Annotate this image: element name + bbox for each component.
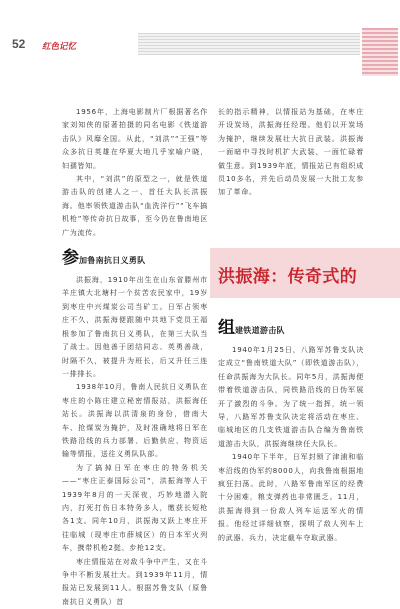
right-column-bottom	[218, 318, 364, 554]
corner-pattern-decoration	[362, 28, 398, 76]
subheading-text: 建铁道游击队	[235, 326, 285, 335]
paragraph: 1940年下半年，日军封锁了津浦和临枣沿线的伪军约8000人，向我鲁南根据地疯狂扫荡。此时，八路军鲁南军区的经费十分困难，粮支弹药也非常匮乏。11月，洪振海得到一份敌人列车运送军火的情报。他经过详细侦察，探明了敌人列车上的武器、兵力，决定截车夺取武器。	[218, 453, 364, 542]
left-column	[62, 106, 208, 606]
column-section-name: 红色记忆	[42, 42, 77, 52]
subheading-initial: 组	[218, 318, 235, 338]
header-stripe-decoration	[138, 33, 360, 55]
paragraph: 枣庄情报站在对敌斗争中产生，又在斗争中不断发展壮大。到1939年11月，情报站已发展到11人。根据苏鲁支队（原鲁南抗日义勇队）首	[62, 557, 208, 606]
paragraph: 1940年1月25日，八路军苏鲁支队决定成立“鲁南铁道大队”（即铁道游击队），任命洪振海为大队长。同年5月，洪振海便带着铁道游击队，同铁路沿线的日伪军展开了激烈的斗争。为了统一指挥，统一领导，八路军苏鲁支队决定将活动在枣庄、临城地区的几支铁道游击队合编为鲁南铁道游击大队，洪振海继续任大队长。	[218, 346, 364, 448]
subheading-text: 加鲁南抗日义勇队	[79, 256, 146, 266]
paragraph: 1956年，上海电影制片厂根据著名作家刘知侠的原著拍摄的同名电影《铁道游击队》风靡全国。从此，“刘洪”“王强”等众多抗日英雄在华夏大地几乎家喻户晓，妇孺皆知。	[62, 108, 208, 170]
paragraph: 为了搞掉日军在枣庄的特务机关——“枣庄正泰国际公司”，洪振海等人于1939年8月的一天深夜，巧妙地潜入院内，打死打伤日本特务多人，缴获长短枪各1支。同年10月，洪振海又跃上枣庄开往临城（现枣庄市薛城区）的日本军火列车，携带机枪2挺、步枪12支。	[62, 463, 208, 553]
paragraph: 洪振海，1910年出生在山东省滕州市羊庄镇大北塘村一个贫苦农民家中，19岁到枣庄中兴煤炭公司当矿工。日军占领枣庄不久，洪振海便跟随中共地下党员王福根参加了鲁南抗日义勇队，在第三大队当了战士。因他善于团结同志、英勇善战，时隔不久，被提升为班长，后又升任三连一排排长。	[62, 276, 208, 378]
right-column-top	[218, 106, 364, 216]
paragraph: 1938年10月，鲁南人民抗日义勇队在枣庄的小陈庄建立秘密情报站，洪振海任站长。洪振海以洪清泉的身份，借南大车、抢煤炭为掩护，及时准确地将日军在铁路沿线的兵力部署、后勤供应、物资运输等情报，送往义勇队队部。	[62, 383, 208, 459]
paragraph: 长的指示精神，以情报站为基础，在枣庄开设炭场，洪振海任经理。他们以开炭场为掩护，继续发展壮大抗日武装。洪振海一面暗中寻找时机扩大武装，一面忙碌着做生意。到1939年底，情报站已有组织成员10多名，并先后动员发展一大批工友参加了革命。	[218, 108, 364, 197]
page-number: 52	[12, 37, 26, 51]
subheading-join-militia	[62, 248, 208, 271]
paragraph: 其中，“刘洪”的原型之一，就是铁道游击队的创建人之一、首任大队长洪振海。他率领铁道游击队“血洗洋行”“飞车搞机枪”等传奇抗日故事，至今仍在鲁南地区广为流传。	[62, 175, 208, 237]
article-title: 洪振海：传奇式的	[218, 267, 358, 287]
subheading-form-railway-team	[218, 318, 364, 341]
subheading-initial: 参	[62, 248, 79, 269]
